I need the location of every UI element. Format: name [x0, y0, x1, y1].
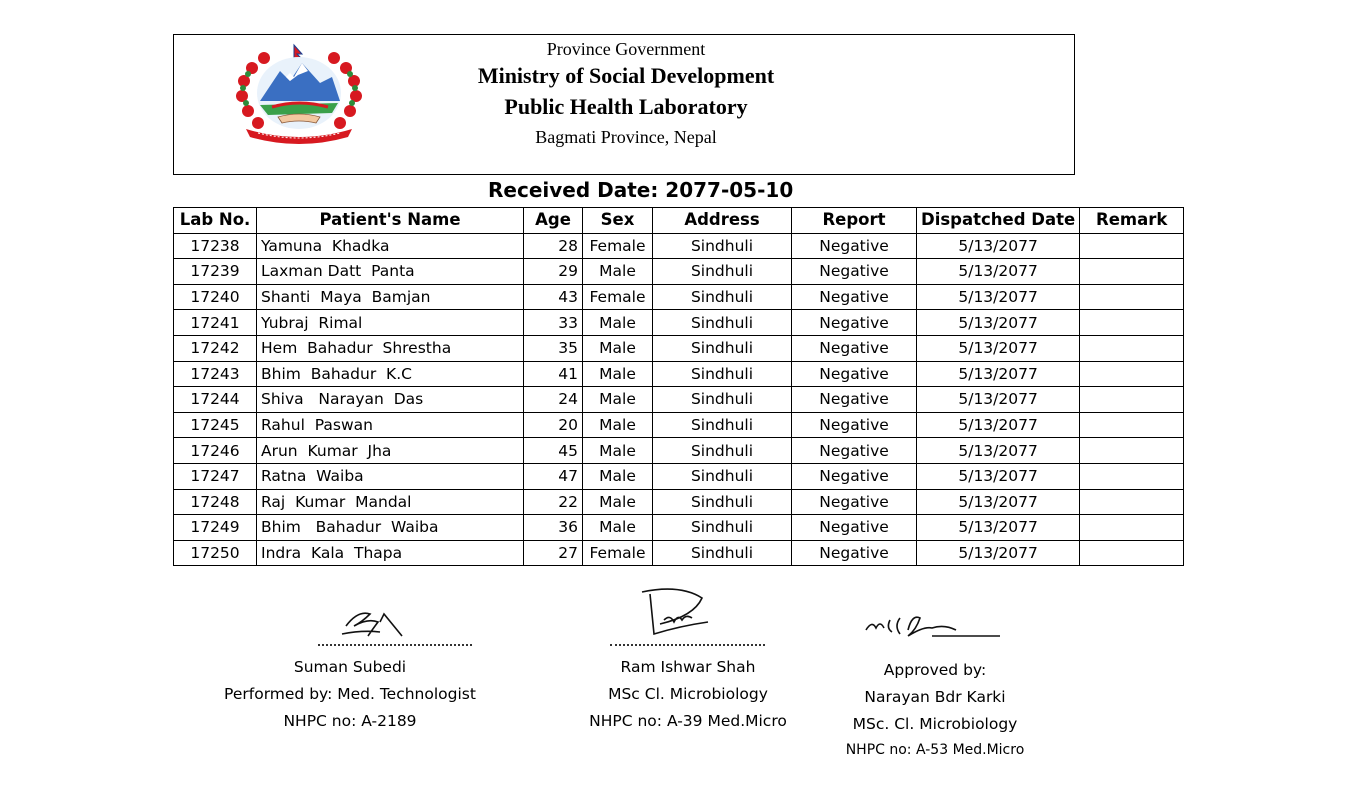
signature-ram-ishwar-shah-icon — [620, 584, 730, 644]
table-row — [174, 335, 1184, 361]
remark-cell — [1080, 361, 1184, 387]
received-date: Received Date: 2077-05-10 — [488, 178, 794, 202]
table-row — [174, 387, 1184, 413]
dispatched-date-cell: 5/13/2077 — [917, 438, 1080, 464]
age-cell: 29 — [524, 259, 583, 285]
address-cell: Sindhuli — [653, 412, 792, 438]
address-cell: Sindhuli — [653, 284, 792, 310]
address-cell: Sindhuli — [653, 233, 792, 259]
lab-number-cell: 17243 — [174, 361, 257, 387]
sex-cell: Male — [583, 515, 653, 541]
report-cell: Negative — [792, 489, 917, 515]
sex-cell: Male — [583, 463, 653, 489]
age-cell: 33 — [524, 310, 583, 336]
age-cell: 45 — [524, 438, 583, 464]
age-cell: 36 — [524, 515, 583, 541]
report-cell: Negative — [792, 259, 917, 285]
remark-cell — [1080, 412, 1184, 438]
col-header-sex: Sex — [583, 208, 653, 234]
address-cell: Sindhuli — [653, 540, 792, 566]
lab-number-cell: 17246 — [174, 438, 257, 464]
dispatched-date-cell: 5/13/2077 — [917, 233, 1080, 259]
dispatched-date-cell: 5/13/2077 — [917, 335, 1080, 361]
table-row — [174, 540, 1184, 566]
dispatched-date-cell: 5/13/2077 — [917, 259, 1080, 285]
sex-cell: Male — [583, 438, 653, 464]
dispatched-date-cell: 5/13/2077 — [917, 412, 1080, 438]
dispatched-date-cell: 5/13/2077 — [917, 284, 1080, 310]
table-header-row — [174, 208, 1184, 234]
lab-number-cell: 17241 — [174, 310, 257, 336]
table-row — [174, 463, 1184, 489]
sex-cell: Male — [583, 489, 653, 515]
report-cell: Negative — [792, 335, 917, 361]
remark-cell — [1080, 515, 1184, 541]
reviewer-nhpc-number: NHPC no: A-39 Med.Micro — [589, 712, 787, 730]
dispatched-date-cell: 5/13/2077 — [917, 489, 1080, 515]
signature-narayan-karki-icon — [860, 606, 1010, 642]
lab-number-cell: 17250 — [174, 540, 257, 566]
reviewer-role: MSc Cl. Microbiology — [608, 685, 768, 703]
signature-line-left — [318, 644, 472, 646]
table-body — [174, 233, 1184, 566]
remark-cell — [1080, 284, 1184, 310]
location-line: Bagmati Province, Nepal — [535, 127, 717, 147]
sex-cell: Female — [583, 284, 653, 310]
report-cell: Negative — [792, 515, 917, 541]
col-header-dispatched-date: Dispatched Date — [917, 208, 1080, 234]
sex-cell: Male — [583, 259, 653, 285]
patient-name-cell: Ratna Waiba — [257, 463, 524, 489]
col-header-report: Report — [792, 208, 917, 234]
letterhead — [173, 34, 1075, 175]
remark-cell — [1080, 463, 1184, 489]
dispatched-date-cell: 5/13/2077 — [917, 463, 1080, 489]
patient-name-cell: Yubraj Rimal — [257, 310, 524, 336]
sex-cell: Male — [583, 310, 653, 336]
age-cell: 28 — [524, 233, 583, 259]
remark-cell — [1080, 489, 1184, 515]
performer-nhpc-number: NHPC no: A-2189 — [283, 712, 417, 730]
age-cell: 27 — [524, 540, 583, 566]
patient-name-cell: Bhim Bahadur K.C — [257, 361, 524, 387]
table-row — [174, 438, 1184, 464]
col-header-patient-name: Patient's Name — [257, 208, 524, 234]
age-cell: 43 — [524, 284, 583, 310]
table-row — [174, 515, 1184, 541]
report-cell: Negative — [792, 387, 917, 413]
patient-name-cell: Raj Kumar Mandal — [257, 489, 524, 515]
remark-cell — [1080, 259, 1184, 285]
lab-number-cell: 17247 — [174, 463, 257, 489]
dispatched-date-cell: 5/13/2077 — [917, 540, 1080, 566]
age-cell: 20 — [524, 412, 583, 438]
report-cell: Negative — [792, 540, 917, 566]
address-cell: Sindhuli — [653, 387, 792, 413]
report-cell: Negative — [792, 310, 917, 336]
approved-by-label: Approved by: — [883, 661, 987, 679]
sex-cell: Male — [583, 335, 653, 361]
patient-name-cell: Shanti Maya Bamjan — [257, 284, 524, 310]
lab-number-cell: 17240 — [174, 284, 257, 310]
lab-number-cell: 17238 — [174, 233, 257, 259]
report-cell: Negative — [792, 412, 917, 438]
remark-cell — [1080, 233, 1184, 259]
col-header-age: Age — [524, 208, 583, 234]
dispatched-date-cell: 5/13/2077 — [917, 310, 1080, 336]
address-cell: Sindhuli — [653, 463, 792, 489]
address-cell: Sindhuli — [653, 515, 792, 541]
reviewer-name: Ram Ishwar Shah — [620, 658, 756, 676]
sex-cell: Male — [583, 361, 653, 387]
address-cell: Sindhuli — [653, 438, 792, 464]
patient-name-cell: Shiva Narayan Das — [257, 387, 524, 413]
address-cell: Sindhuli — [653, 361, 792, 387]
col-header-remark: Remark — [1080, 208, 1184, 234]
table-row — [174, 259, 1184, 285]
age-cell: 35 — [524, 335, 583, 361]
letterhead-text — [426, 35, 826, 152]
address-cell: Sindhuli — [653, 259, 792, 285]
table-row — [174, 284, 1184, 310]
results-table — [173, 207, 1184, 566]
performer-name: Suman Subedi — [293, 658, 407, 676]
sex-cell: Male — [583, 412, 653, 438]
age-cell: 22 — [524, 489, 583, 515]
table-row — [174, 412, 1184, 438]
lab-number-cell: 17245 — [174, 412, 257, 438]
approver-role: MSc. Cl. Microbiology — [852, 715, 1018, 733]
report-cell: Negative — [792, 361, 917, 387]
lab-number-cell: 17242 — [174, 335, 257, 361]
signature-line-middle — [610, 644, 765, 646]
dispatched-date-cell: 5/13/2077 — [917, 515, 1080, 541]
patient-name-cell: Arun Kumar Jha — [257, 438, 524, 464]
remark-cell — [1080, 387, 1184, 413]
table-row — [174, 489, 1184, 515]
sex-cell: Female — [583, 233, 653, 259]
age-cell: 41 — [524, 361, 583, 387]
patient-name-cell: Yamuna Khadka — [257, 233, 524, 259]
patient-name-cell: Hem Bahadur Shrestha — [257, 335, 524, 361]
age-cell: 47 — [524, 463, 583, 489]
address-cell: Sindhuli — [653, 335, 792, 361]
signature-suman-subedi-icon — [318, 600, 418, 640]
patient-name-cell: Indra Kala Thapa — [257, 540, 524, 566]
report-cell: Negative — [792, 284, 917, 310]
dispatched-date-cell: 5/13/2077 — [917, 361, 1080, 387]
table-row — [174, 361, 1184, 387]
report-cell: Negative — [792, 233, 917, 259]
remark-cell — [1080, 540, 1184, 566]
signature-block-left — [200, 654, 500, 735]
col-header-lab-no: Lab No. — [174, 208, 257, 234]
report-cell: Negative — [792, 438, 917, 464]
age-cell: 24 — [524, 387, 583, 413]
remark-cell — [1080, 335, 1184, 361]
ministry-title: Ministry of Social Development — [477, 63, 775, 88]
performer-role: Performed by: Med. Technologist — [224, 685, 476, 703]
nepal-emblem-icon — [228, 41, 370, 147]
address-cell: Sindhuli — [653, 310, 792, 336]
lab-number-cell: 17248 — [174, 489, 257, 515]
sex-cell: Female — [583, 540, 653, 566]
province-government-line: Province Government — [546, 39, 706, 59]
table-row — [174, 233, 1184, 259]
address-cell: Sindhuli — [653, 489, 792, 515]
approver-nhpc-number: NHPC no: A-53 Med.Micro — [845, 742, 1025, 758]
col-header-address: Address — [653, 208, 792, 234]
approver-name: Narayan Bdr Karki — [864, 688, 1006, 706]
laboratory-title: Public Health Laboratory — [504, 94, 748, 119]
lab-number-cell: 17249 — [174, 515, 257, 541]
sex-cell: Male — [583, 387, 653, 413]
dispatched-date-cell: 5/13/2077 — [917, 387, 1080, 413]
lab-number-cell: 17244 — [174, 387, 257, 413]
lab-number-cell: 17239 — [174, 259, 257, 285]
patient-name-cell: Rahul Paswan — [257, 412, 524, 438]
remark-cell — [1080, 310, 1184, 336]
patient-name-cell: Laxman Datt Panta — [257, 259, 524, 285]
patient-name-cell: Bhim Bahadur Waiba — [257, 515, 524, 541]
signature-block-right — [790, 657, 1080, 762]
report-cell: Negative — [792, 463, 917, 489]
table-row — [174, 310, 1184, 336]
remark-cell — [1080, 438, 1184, 464]
